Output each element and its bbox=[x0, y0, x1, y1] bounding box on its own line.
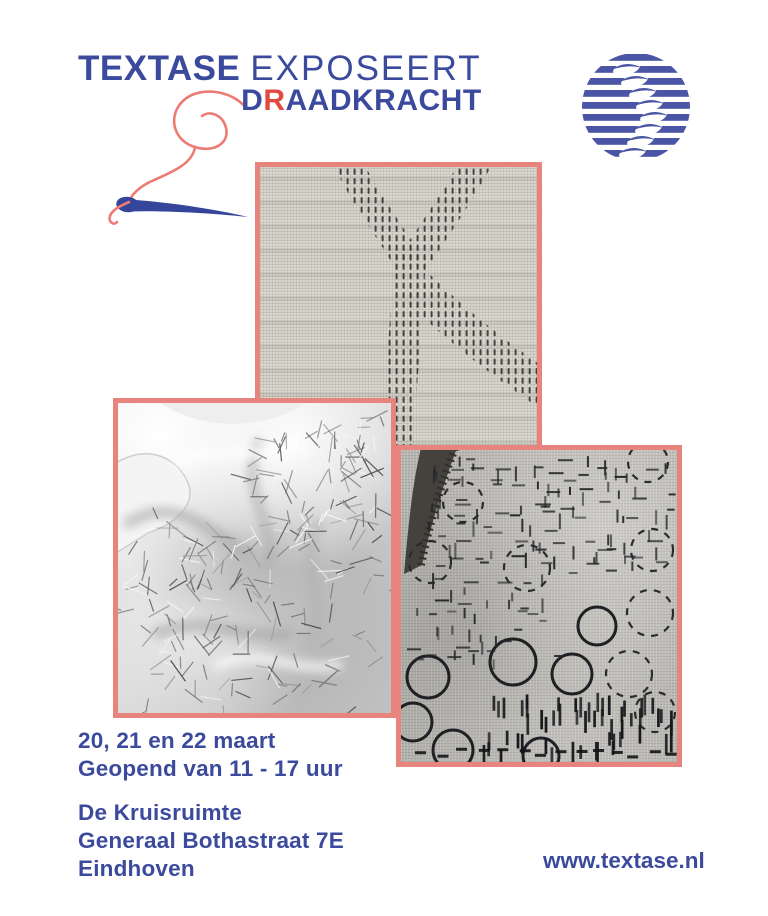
headline-line1 bbox=[78, 50, 482, 88]
opening-hours-line: Geopend van 11 - 17 uur bbox=[78, 756, 343, 781]
exhibition-title bbox=[78, 85, 482, 117]
venue-name: De Kruisruimte bbox=[78, 800, 243, 825]
website-url: www.textase.nl bbox=[543, 848, 705, 873]
needle-icon bbox=[117, 198, 248, 217]
venue-block bbox=[78, 799, 344, 883]
photo-stitched-circles-linen bbox=[396, 445, 682, 767]
event-info bbox=[78, 727, 344, 883]
title-post: AADKRACHT bbox=[285, 84, 482, 117]
stitched-circles bbox=[401, 450, 677, 762]
schedule-block bbox=[78, 727, 344, 783]
textase-logo bbox=[581, 52, 691, 162]
photo-crumpled-stitched-fabric bbox=[113, 398, 396, 718]
crumple-folds-and-stitches bbox=[118, 403, 391, 713]
dates-line: 20, 21 en 22 maart bbox=[78, 728, 276, 753]
brand-name: TEXTASE bbox=[78, 49, 241, 88]
venue-city: Eindhoven bbox=[78, 856, 195, 881]
headline-verb: EXPOSEERT bbox=[250, 49, 482, 88]
venue-address: Generaal Bothastraat 7E bbox=[78, 828, 344, 853]
thread-icon-tail bbox=[110, 202, 129, 224]
title-pre: D bbox=[241, 84, 264, 117]
poster-headline bbox=[78, 50, 482, 117]
title-accent-letter: R bbox=[263, 84, 286, 117]
